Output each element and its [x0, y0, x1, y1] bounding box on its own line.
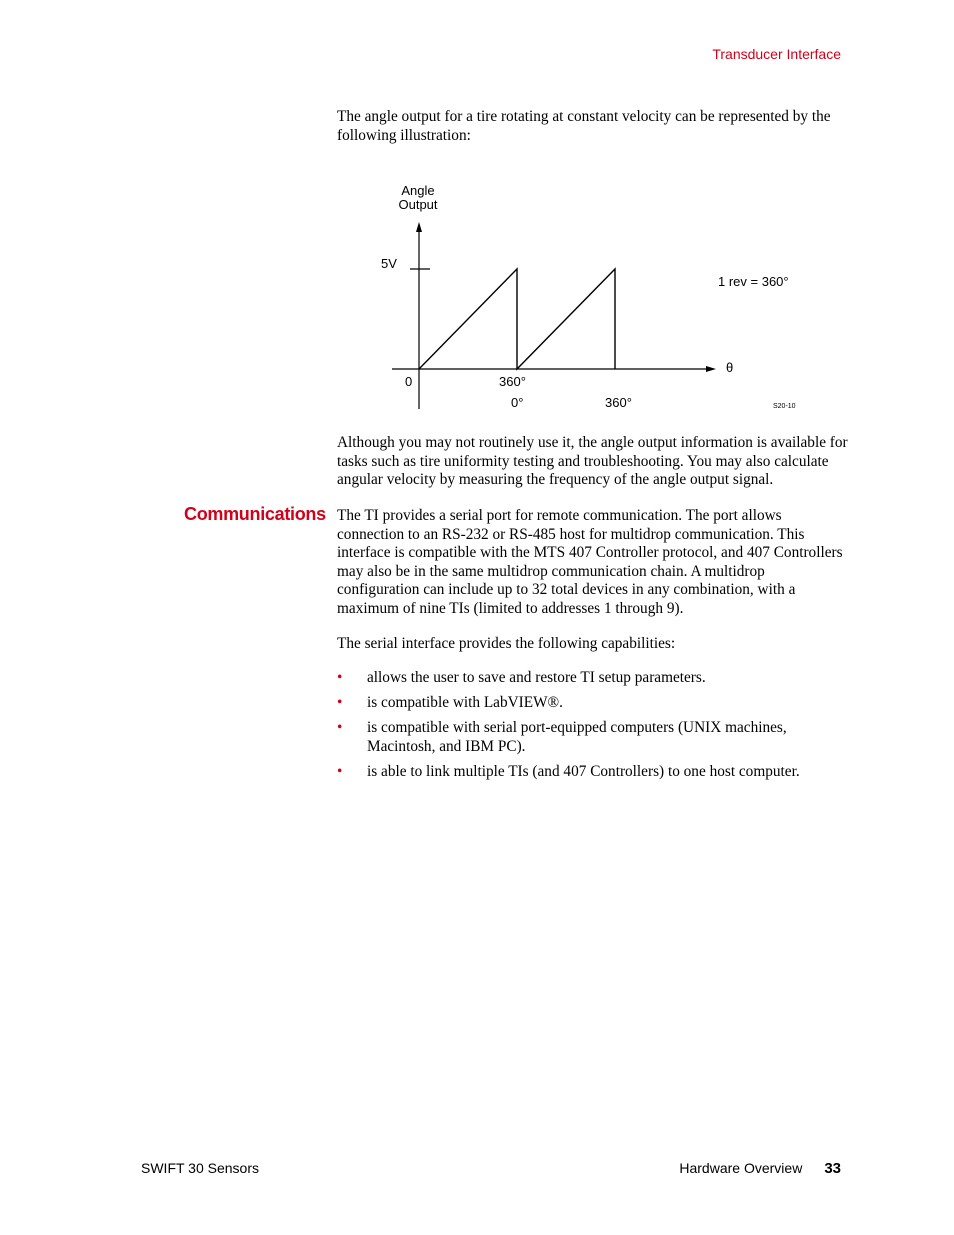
list-item-text: is able to link multiple TIs (and 407 Controllers) to one host computer.: [367, 762, 800, 780]
figure-id: S20-10: [773, 403, 796, 410]
y-axis-arrowhead: [416, 222, 422, 232]
list-item-text: is compatible with serial port-equipped computers (UNIX machines, Macintosh, and IBM PC).: [367, 718, 787, 755]
list-item: [337, 763, 849, 782]
list-item: [337, 719, 849, 756]
x-tick-label-360-first: 360°: [499, 374, 526, 389]
y-axis-label-line1: Angle: [401, 183, 435, 198]
angle-output-figure: [370, 178, 810, 418]
communications-heading: Communications: [184, 504, 326, 524]
bullet-mark: •: [337, 669, 343, 686]
intro-paragraph: The angle output for a tire rotating at constant velocity can be represented by the following illustration:: [337, 108, 831, 144]
bullet-mark: •: [337, 762, 343, 780]
x-tick-label-360-second: 360°: [605, 395, 632, 410]
bullet-mark: •: [337, 718, 343, 736]
x-tick-label-0deg: 0°: [511, 395, 524, 410]
list-item: [337, 694, 849, 713]
angle-info-paragraph: Although you may not routinely use it, the angle output information is available for tasks such as tire uniformity testing and troubleshooting. You may also calculate angular velocity by measuring the frequency of the angle output signal.: [337, 434, 848, 489]
list-item-text: allows the user to save and restore TI setup parameters.: [367, 669, 706, 686]
rev-note: 1 rev = 360°: [718, 274, 789, 289]
series-group: [419, 269, 615, 369]
bullet-mark: •: [337, 693, 343, 711]
list-item-text: is compatible with LabVIEW®.: [367, 693, 563, 711]
origin-label: 0: [405, 374, 413, 389]
y-max-label: 5V: [381, 256, 397, 271]
ti-serial-paragraph: The TI provides a serial port for remote communication. The port allows connection to an RS-232 or RS-485 host for multidrop communication. This interface is compatible with the MTS 407 Controller protocol, and 407 Controllers may also be in the same multidrop communication chain. A multidrop configuration can include up to 32 total devices in any combination, with a maximum of nine TIs (limited to addresses 1 through 9).: [337, 507, 843, 617]
y-axis-label-line2: Output: [398, 197, 438, 212]
theta-label: θ: [726, 360, 734, 375]
footer-doc-title: SWIFT 30 Sensors: [141, 1160, 260, 1176]
page-number: 33: [824, 1160, 841, 1177]
footer-right: [679, 1160, 841, 1177]
list-item: [337, 669, 849, 688]
serial-intro-paragraph: The serial interface provides the following capabilities:: [337, 635, 676, 652]
sawtooth-series-line: [419, 269, 615, 369]
footer-section: Hardware Overview: [679, 1160, 803, 1176]
x-axis-arrowhead: [706, 366, 716, 372]
capabilities-list: [337, 669, 849, 788]
running-header: Transducer Interface: [712, 46, 841, 62]
